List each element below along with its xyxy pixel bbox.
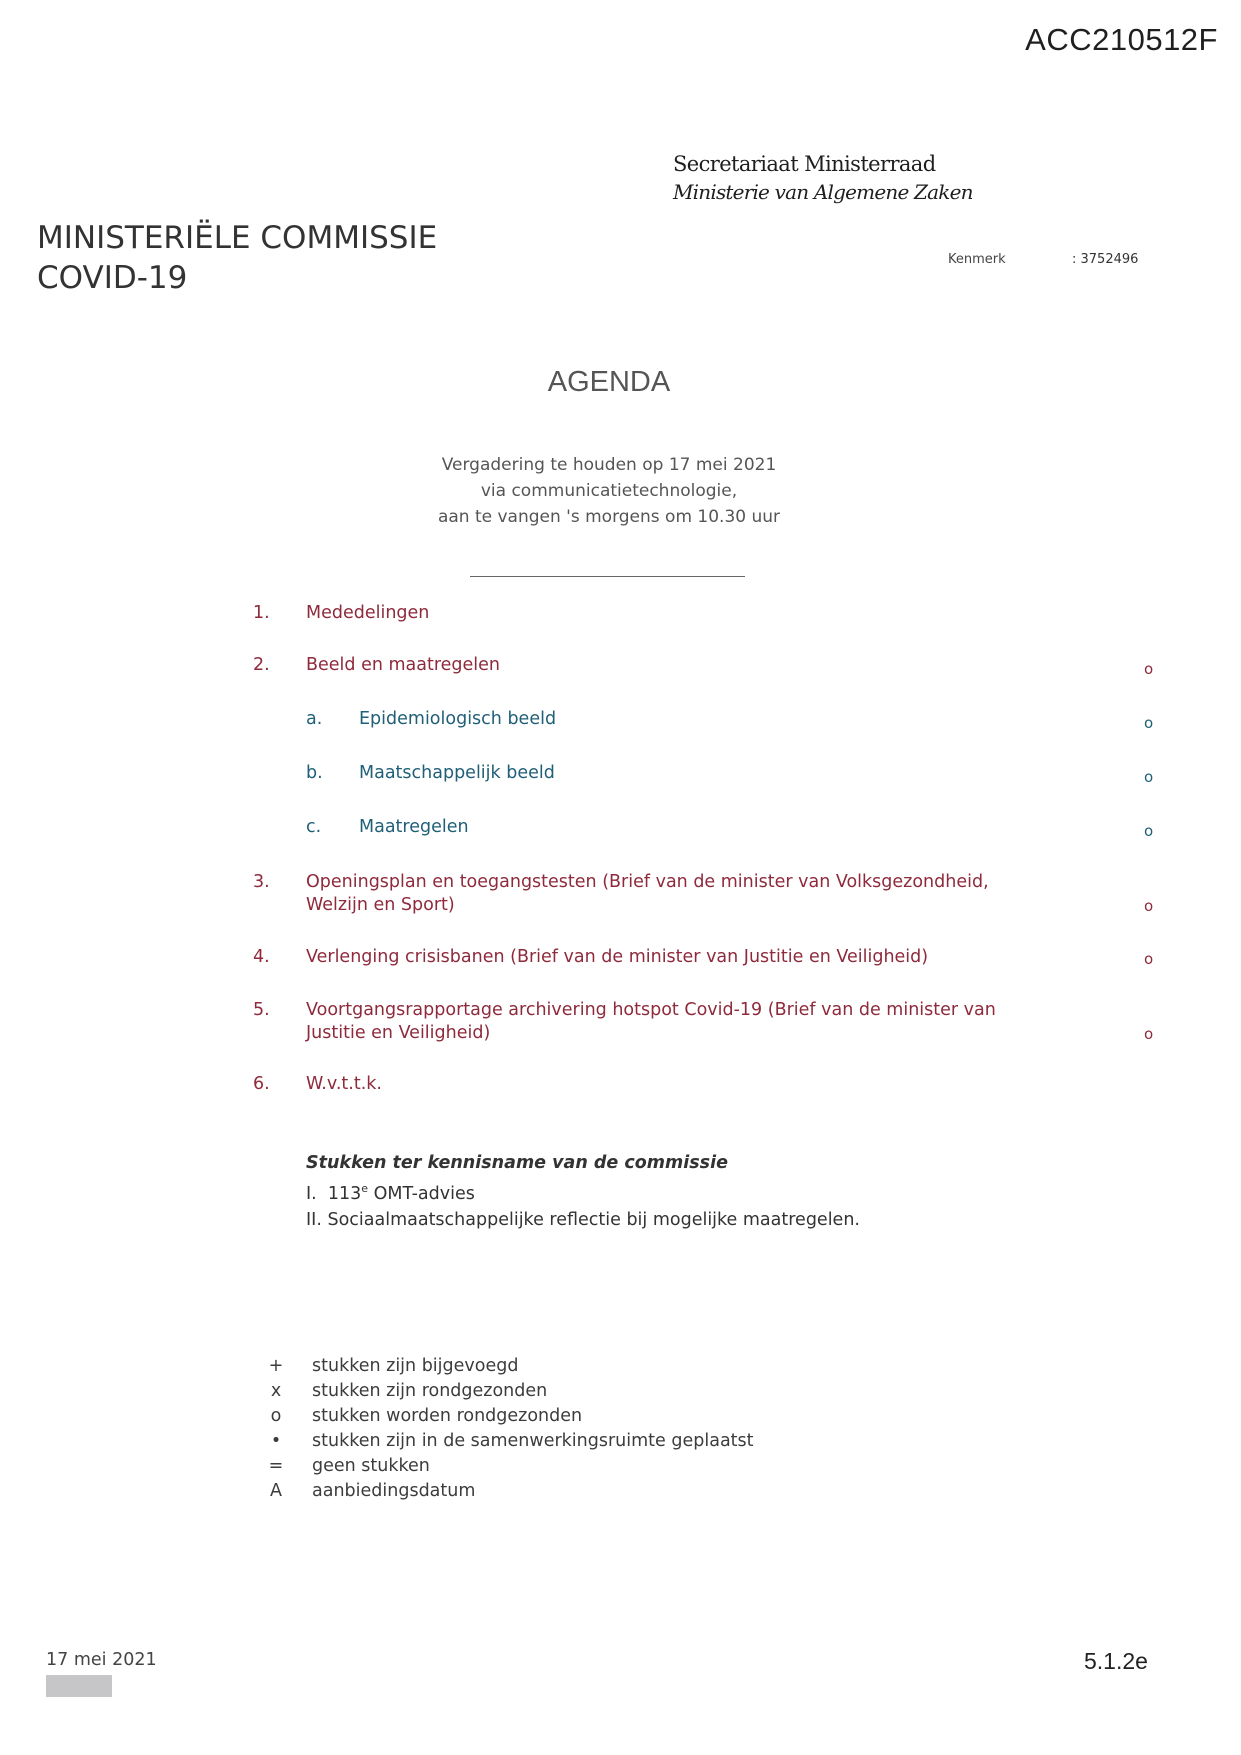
- page-heading: AGENDA: [547, 366, 671, 398]
- item-letter: b.: [306, 763, 323, 783]
- item-prefix: 113: [327, 1183, 362, 1204]
- item-letter: a.: [306, 709, 323, 729]
- divider: [470, 576, 745, 577]
- legend-description: aanbiedingsdatum: [312, 1481, 476, 1501]
- item-text: Maatschappelijk beeld: [359, 763, 555, 783]
- item-numeral: II.: [306, 1209, 322, 1230]
- redaction-code: 5.1.2e: [1084, 1648, 1148, 1674]
- item-number: 1.: [253, 603, 270, 623]
- item-superscript: e: [361, 1182, 369, 1195]
- status-mark: o: [1144, 897, 1154, 915]
- item-text: Sociaalmaatschappelijke reflectie bij mogelijke maatregelen.: [327, 1209, 860, 1230]
- title-line-2: COVID-19: [37, 260, 188, 296]
- x-symbol: x: [270, 1381, 282, 1401]
- item-text: Epidemiologisch beeld: [359, 709, 557, 729]
- status-mark: o: [1144, 768, 1154, 786]
- document-item-1: [306, 1176, 860, 1207]
- kenmerk-label: Kenmerk: [948, 252, 1006, 267]
- status-mark: o: [1144, 950, 1154, 968]
- meeting-info: [0, 452, 1218, 530]
- item-number: 3.: [253, 872, 270, 892]
- item-text: Voortgangsrapportage archivering hotspot Covid-19 (Brief van de minister van Justitie en Veiligheid): [306, 1000, 996, 1043]
- status-mark: o: [1144, 822, 1154, 840]
- item-text: Mededelingen: [306, 603, 430, 623]
- title-line-1: MINISTERIËLE COMMISSIE: [37, 220, 438, 256]
- footer-date: 17 mei 2021: [46, 1650, 157, 1670]
- status-mark: o: [1144, 660, 1154, 678]
- meeting-date: Vergadering te houden op 17 mei 2021: [441, 455, 777, 475]
- item-number: 4.: [253, 947, 270, 967]
- redaction-block: [46, 1675, 112, 1697]
- document-item-2: [306, 1207, 860, 1233]
- ministry-name: Ministerie van Algemene Zaken: [673, 180, 973, 204]
- organization-name: Secretariaat Ministerraad: [673, 152, 936, 176]
- a-symbol: A: [270, 1481, 282, 1501]
- item-text: OMT-advies: [368, 1183, 475, 1204]
- item-text: W.v.t.t.k.: [306, 1074, 382, 1094]
- item-text: Beeld en maatregelen: [306, 655, 501, 675]
- o-symbol: o: [270, 1406, 282, 1426]
- bullet-symbol: •: [270, 1431, 282, 1451]
- document-id: ACC210512F: [1025, 22, 1218, 57]
- item-number: 6.: [253, 1074, 270, 1094]
- legend-description: stukken worden rondgezonden: [312, 1406, 583, 1426]
- item-text: Openingsplan en toegangstesten (Brief van de minister van Volksgezondheid, Welzijn en Sport): [306, 872, 989, 915]
- status-mark: o: [1144, 714, 1154, 732]
- item-numeral: I.: [306, 1183, 317, 1204]
- equals-symbol: =: [268, 1456, 284, 1476]
- meeting-medium: via communicatietechnologie,: [480, 481, 738, 501]
- legend-description: stukken zijn in de samenwerkingsruimte geplaatst: [312, 1431, 754, 1451]
- documents-for-information: [306, 1150, 860, 1233]
- section-heading: Stukken ter kennisname van de commissie: [306, 1153, 728, 1173]
- item-text: Maatregelen: [359, 817, 469, 837]
- document-title: [37, 218, 437, 298]
- meeting-time: aan te vangen 's morgens om 10.30 uur: [437, 507, 781, 527]
- item-number: 5.: [253, 1000, 270, 1020]
- item-text: Verlenging crisisbanen (Brief van de minister van Justitie en Veiligheid): [306, 947, 929, 967]
- plus-symbol: +: [268, 1356, 284, 1376]
- legend-description: stukken zijn bijgevoegd: [312, 1356, 519, 1376]
- kenmerk-value: : 3752496: [1072, 252, 1139, 267]
- legend-description: stukken zijn rondgezonden: [312, 1381, 548, 1401]
- item-number: 2.: [253, 655, 270, 675]
- status-mark: o: [1144, 1025, 1154, 1043]
- legend-description: geen stukken: [312, 1456, 430, 1476]
- item-letter: c.: [306, 817, 322, 837]
